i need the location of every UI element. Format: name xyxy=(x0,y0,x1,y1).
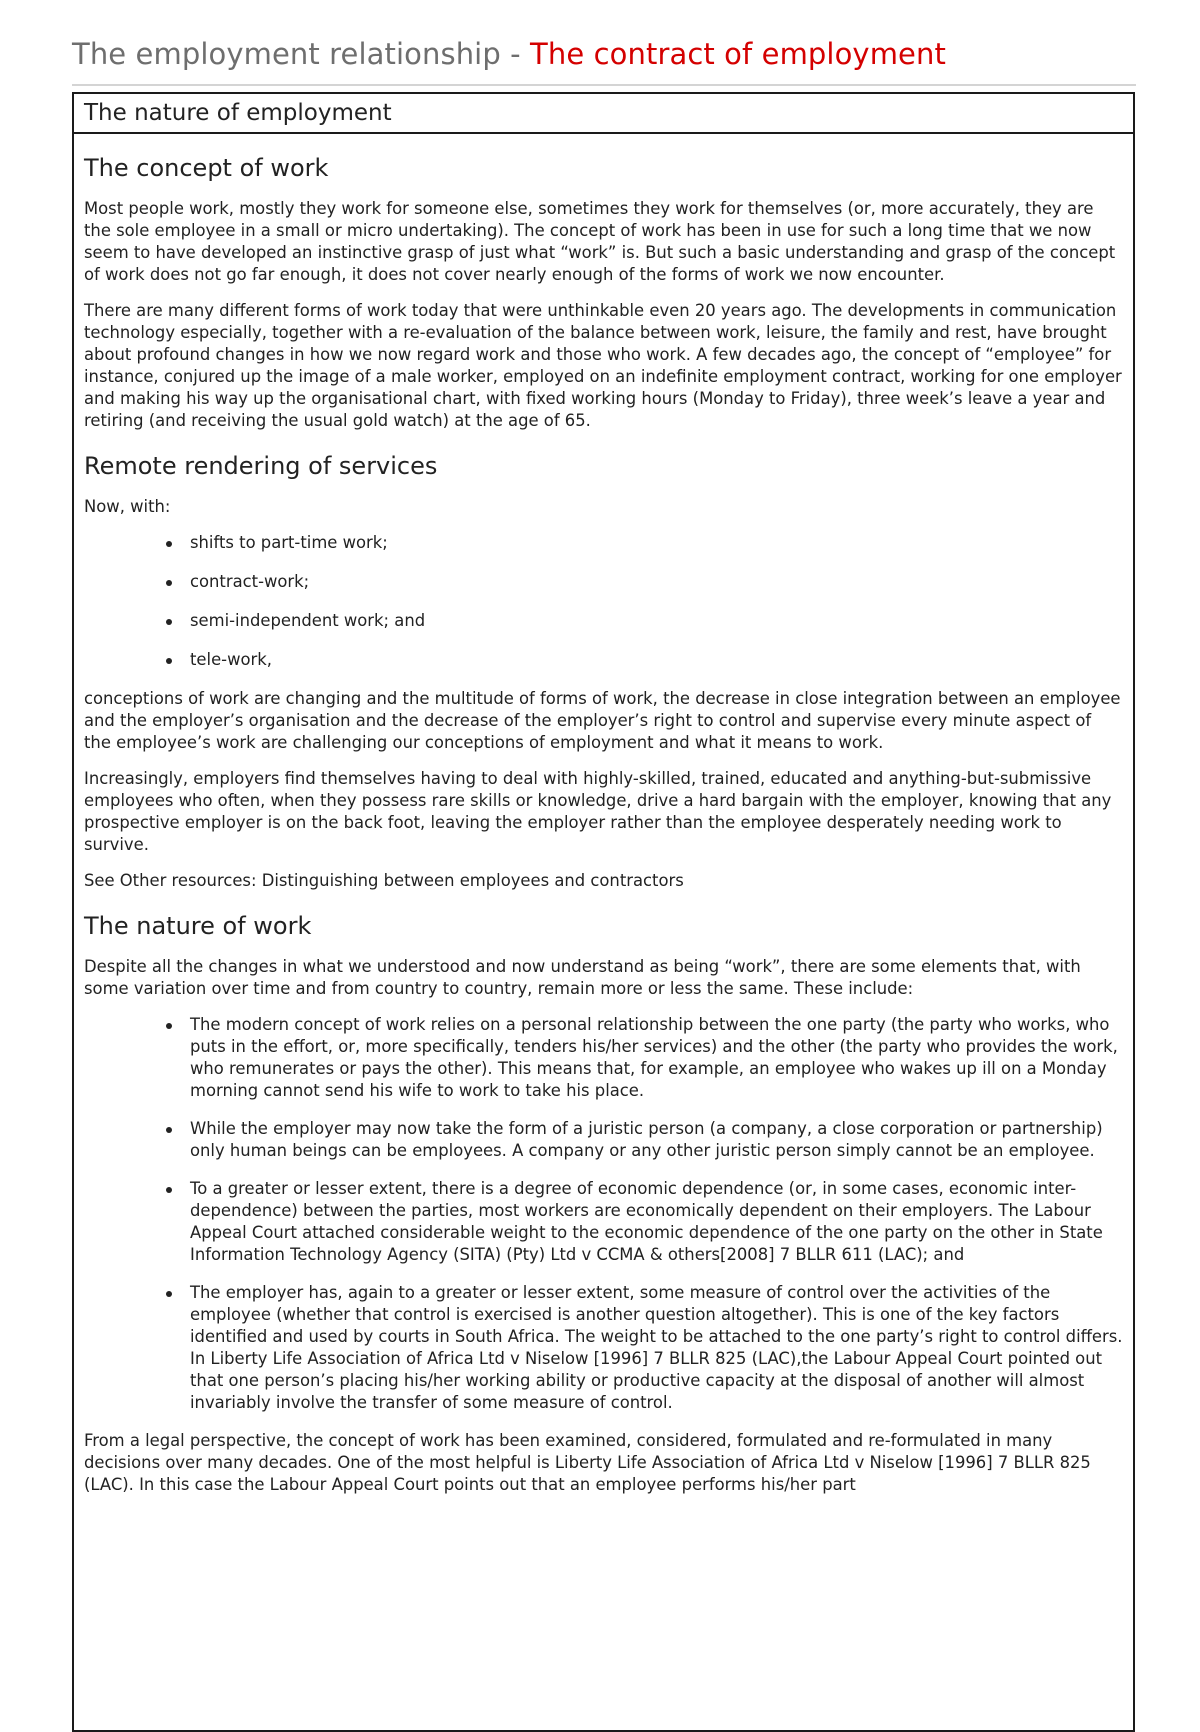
paragraph: From a legal perspective, the concept of work has been examined, considered, formulated and re-formulated in many decisions over many decades. One of the most helpful is Liberty Life Association of Africa Ltd v Niselow [1996] 7 BLLR 825 (LAC). In this case the Labour Appeal Court points out that an employee performs his/her part xyxy=(84,1431,1091,1494)
list-item-text: The employer has, again to a greater or lesser extent, some measure of control over the activities of the employee (whether that control is exercised is another question altogether). This is one of the key factors identified and used by courts in South Africa. The weight to be attached to the one party’s right to control differs. In Liberty Life Association of Africa Ltd v Niselow [1996] 7 BLLR 825 (LAC),the Labour Appeal Court pointed out that one person’s placing his/her working ability or productive capacity at the disposal of another will almost invariably involve the transfer of some measure of control. xyxy=(190,1283,1123,1412)
bullet-icon xyxy=(166,619,172,625)
bullet-icon xyxy=(166,580,172,586)
bullet-icon xyxy=(166,1187,172,1193)
heading-nature-of-work: The nature of work xyxy=(84,912,312,940)
list-item xyxy=(190,532,1123,554)
bullet-icon xyxy=(166,1127,172,1133)
page-title xyxy=(72,32,1136,76)
list-item xyxy=(190,1178,1123,1266)
list-item xyxy=(190,1014,1123,1102)
paragraph: conceptions of work are changing and the multitude of forms of work, the decrease in close integration between an employee and the employer’s organisation and the decrease of the employer’s right to control and supervise every minute aspect of the employee’s work are challenging our conceptions of employment and what it means to work. xyxy=(84,689,1121,752)
content-box xyxy=(72,92,1135,1732)
list-item xyxy=(190,1282,1123,1414)
list-item xyxy=(190,610,1123,632)
work-elements-list xyxy=(84,1014,1123,1414)
box-title: The nature of employment xyxy=(74,94,1133,134)
list-item xyxy=(190,649,1123,671)
heading-remote-rendering: Remote rendering of services xyxy=(84,452,438,480)
paragraph: There are many different forms of work today that were unthinkable even 20 years ago. The developments in communication technology especially, together with a re-evaluation of the balance between work, leisure, the family and rest, have brought about profound changes in how we now regard work and those who work. A few decades ago, the concept of “employee” for instance, conjured up the image of a male worker, employed on an indefinite employment contract, working for one employer and making his way up the organisational chart, with fixed working hours (Monday to Friday), three week’s leave a year and retiring (and receiving the usual gold watch) at the age of 65. xyxy=(84,301,1122,430)
list-item xyxy=(190,571,1123,593)
list-item-text: tele-work, xyxy=(190,650,272,669)
list-item-text: While the employer may now take the form of a juristic person (a company, a close corporation or partnership) only human beings can be employees. A company or any other juristic person simply cannot be an employee. xyxy=(190,1119,1103,1160)
content-body xyxy=(74,152,1133,1496)
list-item-text: contract-work; xyxy=(190,572,310,591)
bullet-icon xyxy=(166,1291,172,1297)
list-item-text: The modern concept of work relies on a personal relationship between the one party (the party who works, who puts in the effort, or, more specifically, tenders his/her services) and the other (the party who provides the work, who remunerates or pays the other). This means that, for example, an employee who wakes up ill on a Monday morning cannot send his wife to work to take his place. xyxy=(190,1015,1118,1100)
paragraph: Despite all the changes in what we understood and now understand as being “work”, there are some elements that, with some variation over time and from country to country, remain more or less the same. These include: xyxy=(84,957,1081,998)
page-title-prefix: The employment relationship - xyxy=(72,37,531,71)
other-resources-reference: See Other resources: Distinguishing between employees and contractors xyxy=(84,871,684,890)
bullet-icon xyxy=(166,1023,172,1029)
bullet-icon xyxy=(166,658,172,664)
list-item-text: shifts to part-time work; xyxy=(190,533,388,552)
bullet-icon xyxy=(166,541,172,547)
paragraph: Most people work, mostly they work for someone else, sometimes they work for themselves (or, more accurately, they are the sole employee in a small or micro undertaking). The concept of work has been in use for such a long time that we now seem to have developed an instinctive grasp of just what “work” is. But such a basic understanding and grasp of the concept of work does not go far enough, it does not cover nearly enough of the forms of work we now encounter. xyxy=(84,199,1116,284)
work-forms-list xyxy=(84,532,1123,671)
page-header xyxy=(72,32,1136,86)
list-item-text: To a greater or lesser extent, there is a degree of economic dependence (or, in some cases, economic inter-dependence) between the parties, most workers are economically dependent on their employers. The Labour Appeal Court attached considerable weight to the economic dependence of the one party on the other in State Information Technology Agency (SITA) (Pty) Ltd v CCMA & others[2008] 7 BLLR 611 (LAC); and xyxy=(190,1179,1103,1264)
paragraph: Increasingly, employers find themselves having to deal with highly-skilled, trained, educated and anything-but-submissive employees who often, when they possess rare skills or knowledge, drive a hard bargain with the employer, knowing that any prospective employer is on the back foot, leaving the employer rather than the employee desperately needing work to survive. xyxy=(84,769,1112,854)
title-divider xyxy=(72,84,1136,86)
list-item-text: semi-independent work; and xyxy=(190,611,426,630)
list-item xyxy=(190,1118,1123,1162)
heading-concept-of-work: The concept of work xyxy=(84,154,329,182)
paragraph: Now, with: xyxy=(84,497,171,516)
page-title-highlight: The contract of employment xyxy=(530,37,946,71)
